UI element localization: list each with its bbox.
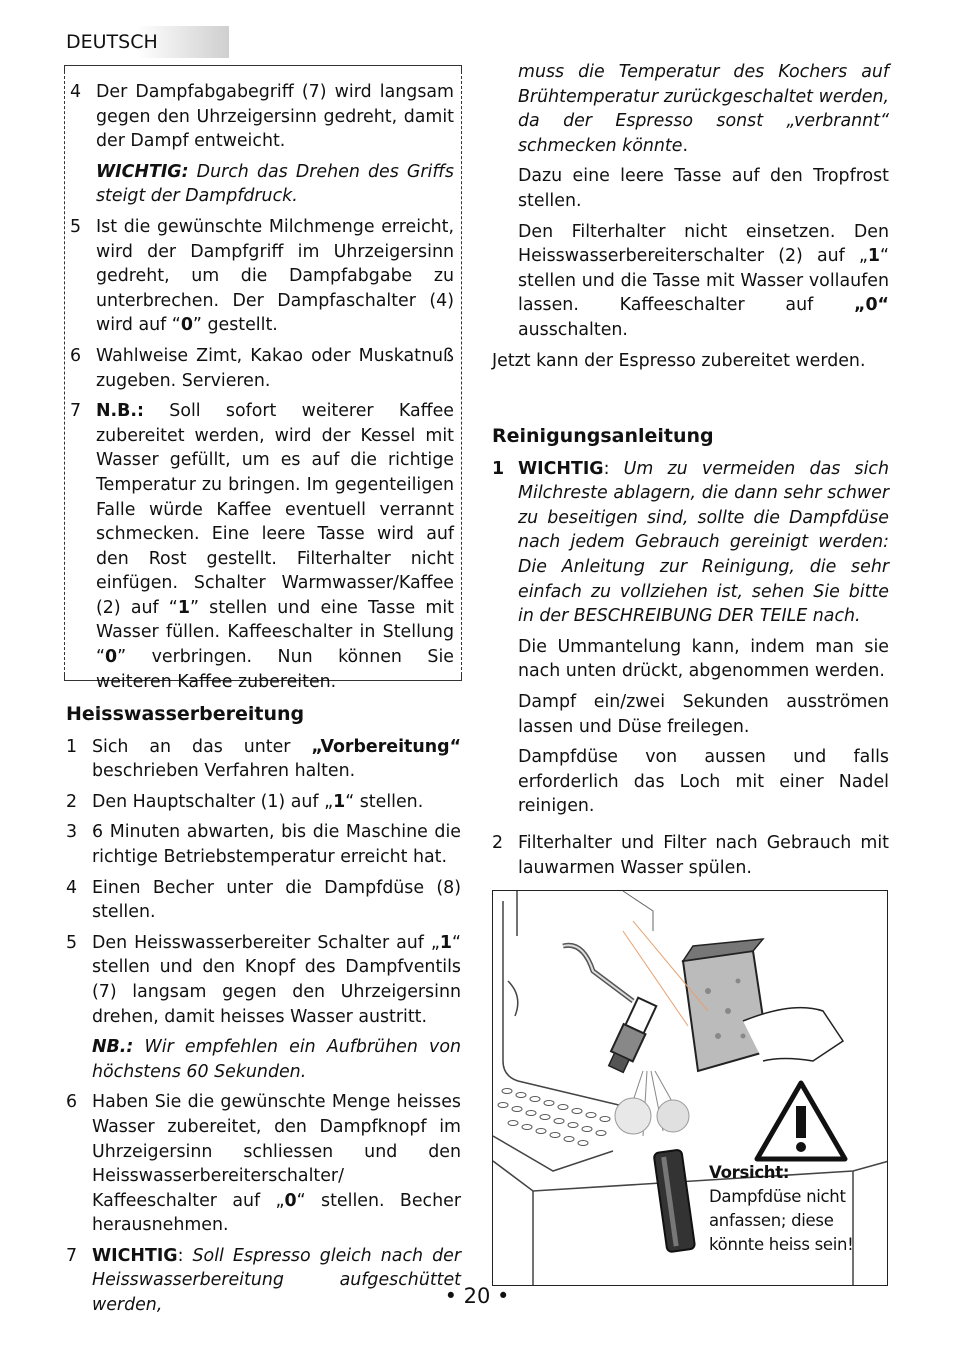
item-text: Filterhalter und Filter nach Gebrauch mit lauwarmen Wasser spülen. [518,832,889,878]
left-box-content [70,80,454,700]
cleaning-section [492,424,889,886]
cleaning-illustration [492,890,888,1286]
item-text: Wahlweise Zimt, Kakao oder Muskatnuß zugeben. Servieren. [96,345,454,391]
item-number: 2 [492,832,504,853]
list-item [66,735,461,784]
note-label: NB.: [92,1037,134,1058]
item-number: 7 [66,1245,78,1266]
list-item [66,820,461,869]
item-text: Sich an das unter „Vorbereitung“ beschrieben Verfahren halten. [92,736,461,782]
item-number: 5 [70,216,82,237]
item-number: 4 [70,82,82,102]
box-item-7 [70,399,454,694]
item-text: Den Heisswasserbereiter Schalter auf „1“ stellen und den Knopf des Dampfventils (7) langsam gegen den Uhrzeigersinn drehen, damit heisses Wasser austritt. [92,932,461,1027]
nb-note [92,1035,461,1084]
list-item [66,931,461,1029]
list-item [66,876,461,925]
item-text: Den Hauptschalter (1) auf „1“ stellen. [92,791,424,812]
list-item [66,1090,461,1238]
section-title: Heisswasserbereitung [66,703,305,725]
sub-paragraph: Dampf ein/zwei Sekunden ausströmen lassen und Düse freilegen. [518,691,889,737]
sub-paragraph: Die Ummantelung kann, indem man sie nach unten drückt, abgenommen werden. [518,636,889,682]
box-item-5 [70,215,454,338]
item-text: Der Dampfabgabegriff (7) wird langsam gegen den Uhrzeigersinn gedreht, damit der Dampf entweicht. [96,82,454,152]
page-number: • 20 • [444,1284,510,1308]
item-text: 6 Minuten abwarten, bis die Maschine die richtige Betriebstemperatur erreicht hat. [92,822,461,867]
paragraph: Dazu eine leere Tasse auf den Tropfrost stellen. [518,166,889,211]
important-note [96,160,454,209]
item-number: 1 [492,458,505,479]
item-text: Ist die gewünschte Milchmenge erreicht, wird der Dampfgriff im Uhrzeigersinn gedreht, um die Dampfabgabe zu unterbrechen. Der Dampfaschalter (4) wird auf “0” gestellt. [96,216,454,336]
box-item-6 [70,344,454,393]
list-item [492,831,889,880]
list-item [492,457,889,629]
item-number: 7 [70,401,82,422]
item-number: 5 [66,932,78,953]
item-text: N.B.: Soll sofort weiterer Kaffee zubereitet werden, wird der Kessel mit Wasser gefüllt, um es auf die richtige Temperatur zu bringen. Im gegenteiligen Falle würde Kaffee eventuell verrannt schmecken. Eine leere Tasse wird auf den Rost gestellt. Filterhalter nicht einfügen. Schalter Warmwasser/Kaffee (2) auf “1” stellen und eine Tasse mit Wasser füllen. Kaffeeschalter in Stellung “0” verbringen. Nun können Sie weiteren Kaffee zubereiten. [96,401,454,692]
item-number: 1 [66,736,78,757]
paragraph: Den Filterhalter nicht einsetzen. Den Heisswasserbereiterschalter (2) auf „1“ stellen und die Tasse mit Wasser vollaufen lassen. Kaffeeschalter auf „0“ ausschalten. [518,221,889,340]
item-number: 6 [70,345,82,366]
item-text: WICHTIG: Soll Espresso gleich nach der Heisswasserbereitung aufgeschüttet werden, [92,1245,461,1316]
warning-text: Vorsicht: Dampfdüse nicht anfassen; diese könnte heiss sein! [709,1163,854,1254]
note-text: Durch das Drehen des Griffs steigt der Dampfdruck. [96,161,454,207]
warning-icon [757,1083,845,1159]
item-number: 2 [66,791,78,812]
box-item-4 [70,80,454,154]
note-label: WICHTIG: [96,161,189,182]
right-column [492,60,889,379]
paragraph: Jetzt kann der Espresso zubereitet werden. [492,350,866,371]
item-text: Einen Becher unter die Dampfdüse (8) stellen. [92,877,461,923]
item-number: 4 [66,877,78,898]
section-title: Reinigungsanleitung [492,425,714,447]
hot-water-section [66,702,461,1324]
language-label: DEUTSCH [62,26,229,58]
item-number: 3 [66,822,78,843]
item-text: WICHTIG: Um zu vermeiden das sich Milchreste ablagern, die dann sehr schwer zu beseitigen sind, sollte die Dampfdüse nach jedem Gebrauch gereinigt werden: Die Anleitung zur Reinigung, die sehr einfach zu vollziehen ist, sehen Sie bitte in der BESCHREIBUNG DER TEILE nach. [518,458,889,627]
list-item [66,790,461,815]
sub-paragraph: Dampfdüse von aussen und falls erforderlich das Loch mit einer Nadel reinigen. [518,747,889,817]
continued-text: muss die Temperatur des Kochers auf Brühtemperatur zurückgeschaltet werden, da der Espresso sonst „verbrannt“ schmecken könnte. [518,62,889,156]
item-number: 6 [66,1092,78,1113]
item-text: Haben Sie die gewünschte Menge heisses Wasser zubereitet, den Dampfknopf im Uhrzeigersinn schliessen und den Heisswasserbereiterschalter/ Kaffeeschalter auf „0“ stellen. Becher herausnehmen. [92,1092,461,1236]
note-text: Wir empfehlen ein Aufbrühen von höchstens 60 Sekunden. [92,1037,461,1082]
